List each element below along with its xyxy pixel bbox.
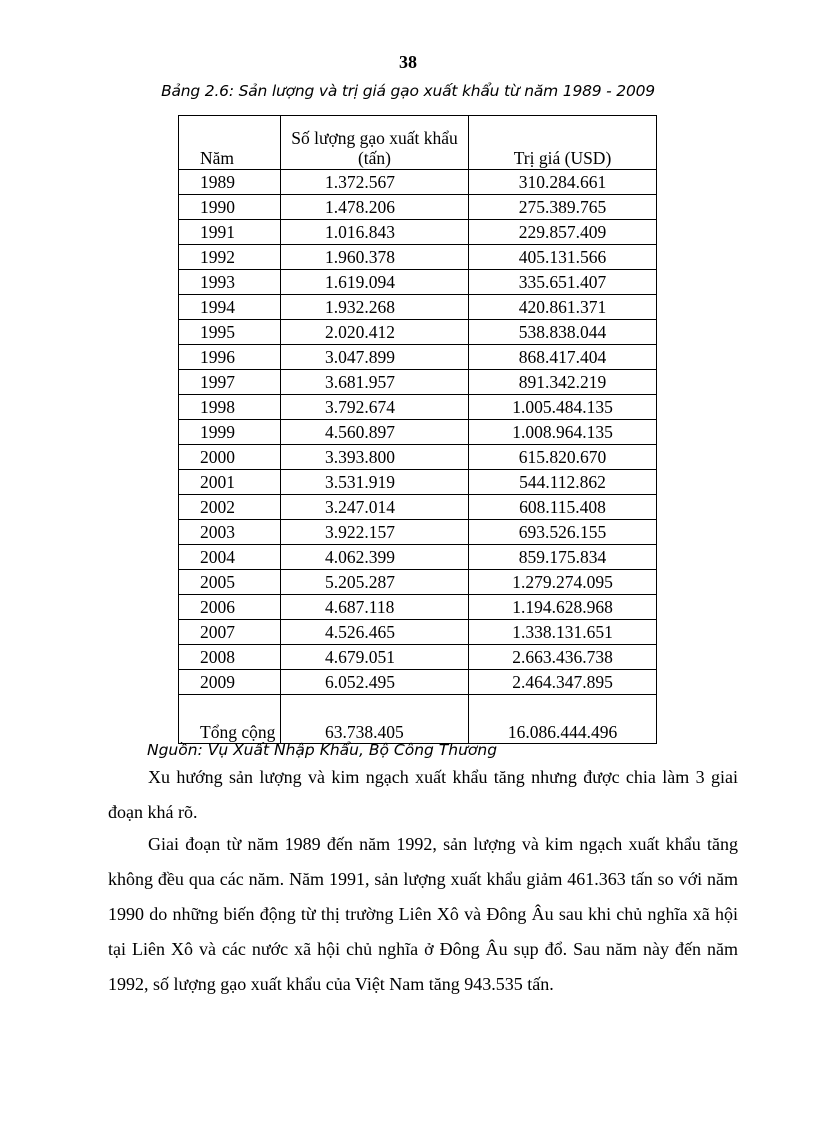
cell-year: 1998: [179, 395, 281, 420]
cell-year: 2003: [179, 520, 281, 545]
cell-value: 1.279.274.095: [469, 570, 657, 595]
cell-value: 868.417.404: [469, 345, 657, 370]
table-row: [179, 245, 657, 270]
total-label: Tổng cộng: [179, 695, 281, 744]
cell-quantity: 5.205.287: [281, 570, 469, 595]
cell-year: 1992: [179, 245, 281, 270]
cell-year: 1996: [179, 345, 281, 370]
cell-year: 1991: [179, 220, 281, 245]
table-row: [179, 670, 657, 695]
cell-quantity: 1.619.094: [281, 270, 469, 295]
cell-quantity: 4.560.897: [281, 420, 469, 445]
cell-value: 615.820.670: [469, 445, 657, 470]
cell-year: 2000: [179, 445, 281, 470]
cell-quantity: 4.687.118: [281, 595, 469, 620]
total-value: 16.086.444.496: [469, 695, 657, 744]
table-row: [179, 370, 657, 395]
cell-quantity: 3.247.014: [281, 495, 469, 520]
cell-year: 1993: [179, 270, 281, 295]
total-quantity: 63.738.405: [281, 695, 469, 744]
table-row: [179, 395, 657, 420]
cell-value: 1.005.484.135: [469, 395, 657, 420]
cell-year: 2005: [179, 570, 281, 595]
source-note: Nguồn: Vụ Xuất Nhập Khẩu, Bộ Công Thương: [147, 741, 498, 759]
cell-value: 420.861.371: [469, 295, 657, 320]
table-row: [179, 545, 657, 570]
cell-value: 275.389.765: [469, 195, 657, 220]
paragraph-2: [108, 827, 738, 1002]
cell-value: 544.112.862: [469, 470, 657, 495]
table-row: [179, 620, 657, 645]
table-row: [179, 470, 657, 495]
cell-year: 2007: [179, 620, 281, 645]
paragraph-1: [108, 760, 738, 830]
rice-export-table: [178, 115, 657, 744]
cell-value: 538.838.044: [469, 320, 657, 345]
cell-value: 1.338.131.651: [469, 620, 657, 645]
cell-year: 2004: [179, 545, 281, 570]
cell-quantity: 3.531.919: [281, 470, 469, 495]
cell-value: 2.663.436.738: [469, 645, 657, 670]
table-row: [179, 170, 657, 195]
cell-value: 229.857.409: [469, 220, 657, 245]
cell-year: 2008: [179, 645, 281, 670]
cell-quantity: 3.393.800: [281, 445, 469, 470]
cell-quantity: 3.792.674: [281, 395, 469, 420]
cell-year: 1999: [179, 420, 281, 445]
cell-year: 1997: [179, 370, 281, 395]
header-quantity: Số lượng gạo xuất khẩu (tấn): [281, 116, 469, 170]
cell-value: 1.008.964.135: [469, 420, 657, 445]
cell-quantity: 1.016.843: [281, 220, 469, 245]
cell-year: 1990: [179, 195, 281, 220]
cell-quantity: 3.922.157: [281, 520, 469, 545]
cell-value: 1.194.628.968: [469, 595, 657, 620]
cell-value: 891.342.219: [469, 370, 657, 395]
cell-quantity: 2.020.412: [281, 320, 469, 345]
paragraph-1-text: Xu hướng sản lượng và kim ngạch xuất khẩu tăng nhưng được chia làm 3 giai đoạn khá rõ.: [108, 767, 738, 822]
cell-value: 693.526.155: [469, 520, 657, 545]
cell-value: 310.284.661: [469, 170, 657, 195]
table-row: [179, 345, 657, 370]
cell-quantity: 4.062.399: [281, 545, 469, 570]
cell-year: 1994: [179, 295, 281, 320]
cell-quantity: 1.960.378: [281, 245, 469, 270]
cell-quantity: 4.526.465: [281, 620, 469, 645]
header-year: Năm: [179, 116, 281, 170]
cell-quantity: 3.681.957: [281, 370, 469, 395]
cell-quantity: 1.478.206: [281, 195, 469, 220]
table-row: [179, 495, 657, 520]
table-row: [179, 220, 657, 245]
page-number: 38: [399, 52, 417, 72]
cell-value: 608.115.408: [469, 495, 657, 520]
table-row: [179, 420, 657, 445]
table-header-row: [179, 116, 657, 170]
cell-quantity: 4.679.051: [281, 645, 469, 670]
cell-year: 1989: [179, 170, 281, 195]
table-row: [179, 595, 657, 620]
cell-quantity: 6.052.495: [281, 670, 469, 695]
cell-quantity: 3.047.899: [281, 345, 469, 370]
paragraph-2-text: Giai đoạn từ năm 1989 đến năm 1992, sản lượng và kim ngạch xuất khẩu tăng không đều qua các năm. Năm 1991, sản lượng xuất khẩu giảm 461.363 tấn so với năm 1990 do những biến động từ thị trường Liên Xô và Đông Âu sau khi chủ nghĩa xã hội tại Liên Xô và các nước xã hội chủ nghĩa ở Đông Âu sụp đổ. Sau năm này đến năm 1992, số lượng gạo xuất khẩu của Việt Nam tăng 943.535 tấn.: [108, 834, 738, 994]
table-row: [179, 520, 657, 545]
table-caption: Bảng 2.6: Sản lượng và trị giá gạo xuất khẩu từ năm 1989 - 2009: [161, 82, 655, 100]
cell-value: 335.651.407: [469, 270, 657, 295]
table-row: [179, 570, 657, 595]
table-row: [179, 445, 657, 470]
cell-quantity: 1.372.567: [281, 170, 469, 195]
cell-value: 859.175.834: [469, 545, 657, 570]
table-row: [179, 645, 657, 670]
header-value: Trị giá (USD): [469, 116, 657, 170]
cell-quantity: 1.932.268: [281, 295, 469, 320]
table-total-row: [179, 695, 657, 744]
cell-year: 2006: [179, 595, 281, 620]
cell-year: 2009: [179, 670, 281, 695]
cell-year: 1995: [179, 320, 281, 345]
cell-value: 2.464.347.895: [469, 670, 657, 695]
table-row: [179, 195, 657, 220]
cell-year: 2001: [179, 470, 281, 495]
table-row: [179, 295, 657, 320]
table-body: [179, 170, 657, 695]
cell-year: 2002: [179, 495, 281, 520]
table-row: [179, 270, 657, 295]
table-row: [179, 320, 657, 345]
cell-value: 405.131.566: [469, 245, 657, 270]
